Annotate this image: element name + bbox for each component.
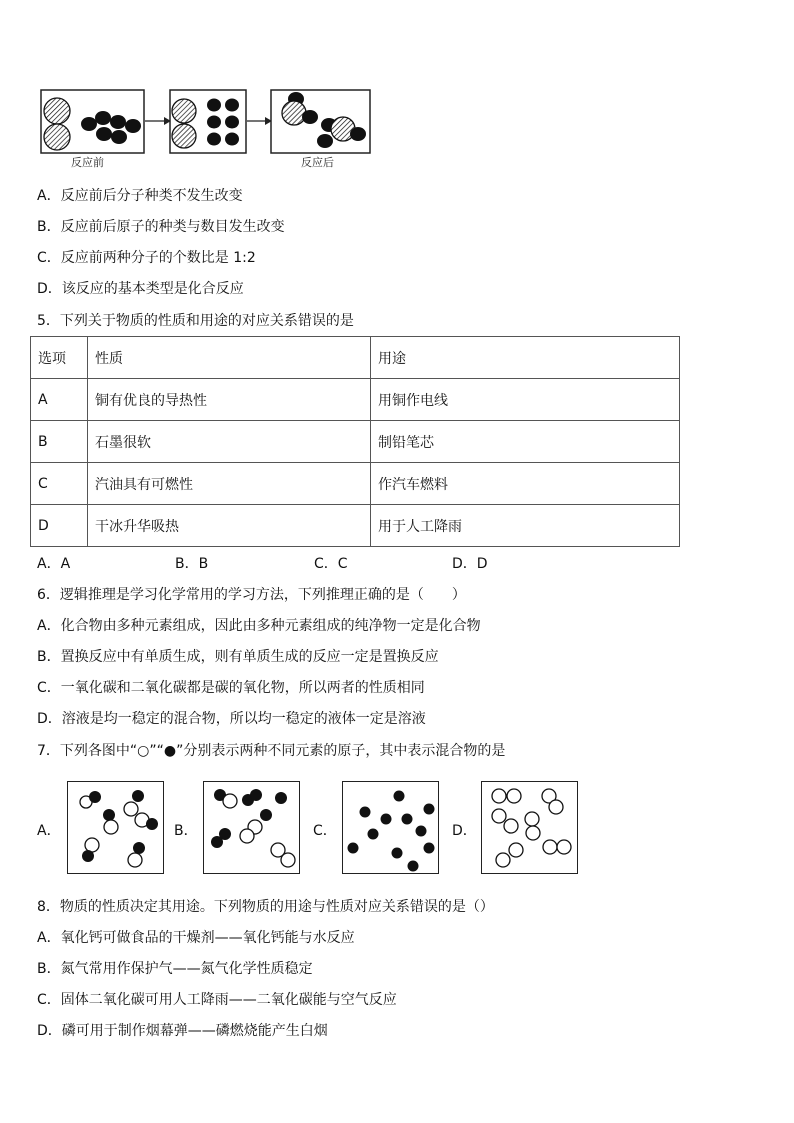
q5-stem: 5．下列关于物质的性质和用途的对应关系错误的是	[37, 313, 354, 329]
table-cell: B	[31, 421, 88, 463]
q8-stem: 8．物质的性质决定其用途。下列物质的用途与性质对应关系错误的是（）	[37, 899, 494, 915]
table-header-cell: 选项	[31, 337, 88, 379]
q4-option-a: A．反应前后分子种类不发生改变	[37, 188, 243, 204]
q6-option-a: A．化合物由多种元素组成，因此由多种元素组成的纯净物一定是化合物	[37, 618, 481, 634]
black-atom	[207, 133, 221, 146]
hatched-atom	[44, 124, 70, 150]
black-atom	[302, 110, 318, 124]
reaction-diagram	[40, 89, 372, 171]
label-before-reaction: 反应前	[71, 156, 104, 169]
table-cell: 铜有优良的导热性	[88, 379, 371, 421]
q7-stem: 7．下列各图中“○”“●”分别表示两种不同元素的原子，其中表示混合物的是	[37, 743, 506, 759]
q4-option-b: B．反应前后原子的种类与数目发生改变	[37, 219, 285, 235]
q7-box-b	[203, 781, 300, 874]
q5-option-a: A．A	[37, 556, 71, 572]
q8-option-d: D．磷可用于制作烟幕弹——磷燃烧能产生白烟	[37, 1023, 328, 1039]
q7-box-b-svg	[204, 782, 301, 875]
q7-box-d	[481, 781, 578, 874]
black-atom	[95, 111, 111, 125]
hatched-atom	[282, 101, 306, 125]
black-atom	[225, 99, 239, 112]
property-use-table	[30, 336, 680, 547]
table-cell: 制铅笔芯	[371, 421, 680, 463]
q7-label-c: C．	[313, 823, 337, 839]
q6-option-d: D．溶液是均一稳定的混合物，所以均一稳定的液体一定是溶液	[37, 711, 426, 727]
hatched-atom	[172, 124, 196, 148]
table-cell: 石墨很软	[88, 421, 371, 463]
black-atom	[96, 127, 112, 141]
table-cell: 用于人工降雨	[371, 505, 680, 547]
black-atom	[81, 117, 97, 131]
black-atom	[125, 119, 141, 133]
table-cell: D	[31, 505, 88, 547]
table-cell: C	[31, 463, 88, 505]
q5-option-b: B．B	[175, 556, 209, 572]
q7-label-d: D．	[452, 823, 477, 839]
q7-box-c	[342, 781, 439, 874]
black-atom	[110, 115, 126, 129]
black-atom	[207, 99, 221, 112]
table-cell: 作汽车燃料	[371, 463, 680, 505]
q4-option-c: C．反应前两种分子的个数比是 1:2	[37, 250, 256, 266]
q6-stem: 6．逻辑推理是学习化学常用的学习方法，下列推理正确的是（ ）	[37, 587, 466, 603]
table-cell: 汽油具有可燃性	[88, 463, 371, 505]
black-atom	[350, 127, 366, 141]
q8-option-c: C．固体二氧化碳可用人工降雨——二氧化碳能与空气反应	[37, 992, 397, 1008]
q7-box-c-svg	[343, 782, 440, 875]
hatched-atom	[172, 99, 196, 123]
q8-option-a: A．氧化钙可做食品的干燥剂——氧化钙能与水反应	[37, 930, 355, 946]
hatched-atom	[44, 98, 70, 124]
table-cell: A	[31, 379, 88, 421]
q5-option-c: C．C	[314, 556, 348, 572]
q7-box-a-svg	[68, 782, 165, 875]
q7-label-b: B．	[174, 823, 198, 839]
q8-option-b: B．氮气常用作保护气——氮气化学性质稳定	[37, 961, 313, 977]
table-cell: 干冰升华吸热	[88, 505, 371, 547]
black-atom	[317, 134, 333, 148]
table-cell: 用铜作电线	[371, 379, 680, 421]
table-row	[31, 463, 680, 505]
q6-option-b: B．置换反应中有单质生成，则有单质生成的反应一定是置换反应	[37, 649, 439, 665]
table-row	[31, 505, 680, 547]
black-atom	[111, 130, 127, 144]
q5-option-d: D．D	[452, 556, 488, 572]
label-after-reaction: 反应后	[301, 156, 334, 169]
black-atom	[225, 133, 239, 146]
table-header-cell: 用途	[371, 337, 680, 379]
table-header-cell: 性质	[88, 337, 371, 379]
q6-option-c: C．一氧化碳和二氧化碳都是碳的氧化物，所以两者的性质相同	[37, 680, 425, 696]
q7-box-a	[67, 781, 164, 874]
table-row	[31, 421, 680, 463]
black-atom	[225, 116, 239, 129]
table-header-row	[31, 337, 680, 379]
q7-label-a: A．	[37, 823, 61, 839]
black-atom	[207, 116, 221, 129]
table-row	[31, 379, 680, 421]
q4-option-d: D．该反应的基本类型是化合反应	[37, 281, 244, 297]
q7-box-d-svg	[482, 782, 579, 875]
